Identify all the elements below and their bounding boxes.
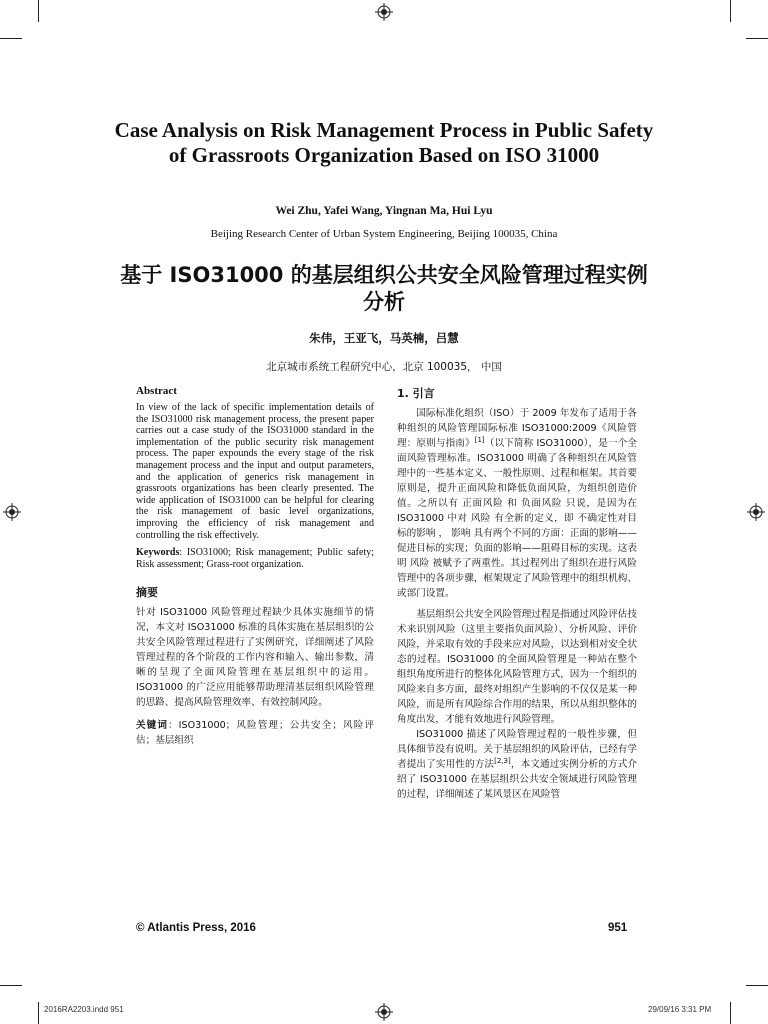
intro-paragraph-2: 基层组织公共安全风险管理过程是指通过风险评估技术来识别风险（这里主要指负面风险）、分析风险、评价风险，并采取有效的手段来应对风险，以达到相对安全状态的过程。ISO31000 的全面风险管理是一种站在整个组织角度所进行的整体化风险管理方式，因为一个组织的风险来自多方面，最终对组织产生影响的不仅仅是某一种风险，而是所有风险综合作用的结果，所以从组织整体的角度出发，才能有效地进行风险管理。 xyxy=(397,609,637,725)
right-column xyxy=(397,385,637,802)
slug-date: 29/09/16 3:31 PM xyxy=(648,1005,712,1014)
registration-mark-icon xyxy=(747,503,765,521)
crop-mark xyxy=(38,1002,39,1024)
registration-mark-icon xyxy=(375,1003,393,1021)
abstract-heading: Abstract xyxy=(136,385,177,397)
paper-title-zh: 基于 ISO31000 的基层组织公共安全风险管理过程实例分析 xyxy=(120,263,648,314)
keywords-label: Keywords xyxy=(136,547,180,559)
abstract-zh-heading: 摘要 xyxy=(136,586,158,600)
crop-mark xyxy=(746,38,768,39)
keywords-zh xyxy=(136,718,374,748)
keywords-zh-list: ：ISO31000；风险管理；公共安全；风险评估；基层组织 xyxy=(136,720,374,747)
crop-mark xyxy=(38,0,39,22)
left-column xyxy=(136,385,374,748)
crop-mark xyxy=(0,38,22,39)
intro-paragraph-3: ISO31000 描述了风险管理过程的一般性步骤，但具体细节没有说明。关于基层组织的风险评估，已经有学者提出了实用性的方法[2,3]，本文通过实例分析的方式介绍了 ISO31000 在基层组织公共安全领域进行风险管理的过程，详细阐述了某风景区在风险管 xyxy=(397,729,638,800)
affiliation-en: Beijing Research Center of Urban System Engineering, Beijing 100035, China xyxy=(210,228,558,240)
crop-mark xyxy=(746,985,768,986)
authors-zh: 朱伟，王亚飞，马英楠，吕慧 xyxy=(309,331,459,345)
abstract-zh-text: 针对 ISO31000 风险管理过程缺少具体实施细节的情况，本文对 ISO31000 标准的具体实施在基层组织的公共安全风险管理过程进行了实例研究，详细阐述了风险管理过程的各个阶段的工作内容和输入、输出参数，清晰的呈现了全面风险管理在基层组织中的运用。ISO31000 的广泛应用能够帮助理清基层组织风险管理的思路、提高风险管理效率、有效控制风险。 xyxy=(136,607,374,709)
citation-ref: [2,3] xyxy=(494,757,511,765)
publisher-footer: © Atlantis Press, 2016 xyxy=(136,922,256,934)
authors-en: Wei Zhu, Yafei Wang, Yingnan Ma, Hui Lyu xyxy=(275,205,493,217)
crop-mark xyxy=(0,985,22,986)
keywords-zh-label: 关键词 xyxy=(136,720,169,732)
paper-title-en: Case Analysis on Risk Management Process in Public Safety of Grassroots Organization Based on ISO 31000 xyxy=(114,118,654,167)
crop-mark xyxy=(730,0,731,22)
affiliation-zh: 北京城市系统工程研究中心，北京 100035， 中国 xyxy=(266,361,502,373)
keywords-list: : ISO31000; Risk management; Public safety; Risk assessment; Grass-root organization. xyxy=(136,547,374,570)
intro-paragraph-1: 国际标准化组织（ISO）于 2009 年发布了适用于各种组织的风险管理国际标准 ISO31000:2009《风险管理：原则与指南》[1]（以下简称 ISO31000），是一个全面风险管理标准。ISO31000 明确了各种组织在风险管理中的一些基本定义、一般性原则、过程和框架。其首要原则是，提升正面风险和降低负面风险，为组织创造价值。之所以有 正面风险 和 负面风险 只说，是因为在 ISO31000 中对 风险 有全新的定义，即 不确定性对目标的影响 ， 影响 具有两个不同的方面：正面的影响——促进目标的实现；负面的影响——阻碍目标的实现。这表明 风险 被赋予了两重性。其过程列出了组织在进行风险管理中的各项步骤，框架规定了风险管理中的组织机构、或部门设置。 xyxy=(397,408,638,599)
keywords-en xyxy=(136,547,374,570)
registration-mark-icon xyxy=(3,503,21,521)
intro-heading: 1. 引言 xyxy=(397,387,435,400)
page-number: 951 xyxy=(608,922,628,934)
slug-filename: 2016RA2203.indd 951 xyxy=(44,1005,124,1014)
citation-ref: [1] xyxy=(474,436,485,444)
crop-mark xyxy=(730,1002,731,1024)
abstract-text: In view of the lack of specific implementation details of the ISO31000 risk management process, the present paper carries out a case study of the ISO31000 standard in the implementation of the public security risk management process. The paper expounds the every stage of the risk management process and the input and output parameters, and the application of generics risk management in grassroots organizations has been clearly presented. The wide application of ISO31000 can be helpful for clearing the risk management of basic level organizations, improving the efficiency of risk management and controlling the risk effectively. xyxy=(136,402,374,541)
registration-mark-icon xyxy=(375,3,393,21)
